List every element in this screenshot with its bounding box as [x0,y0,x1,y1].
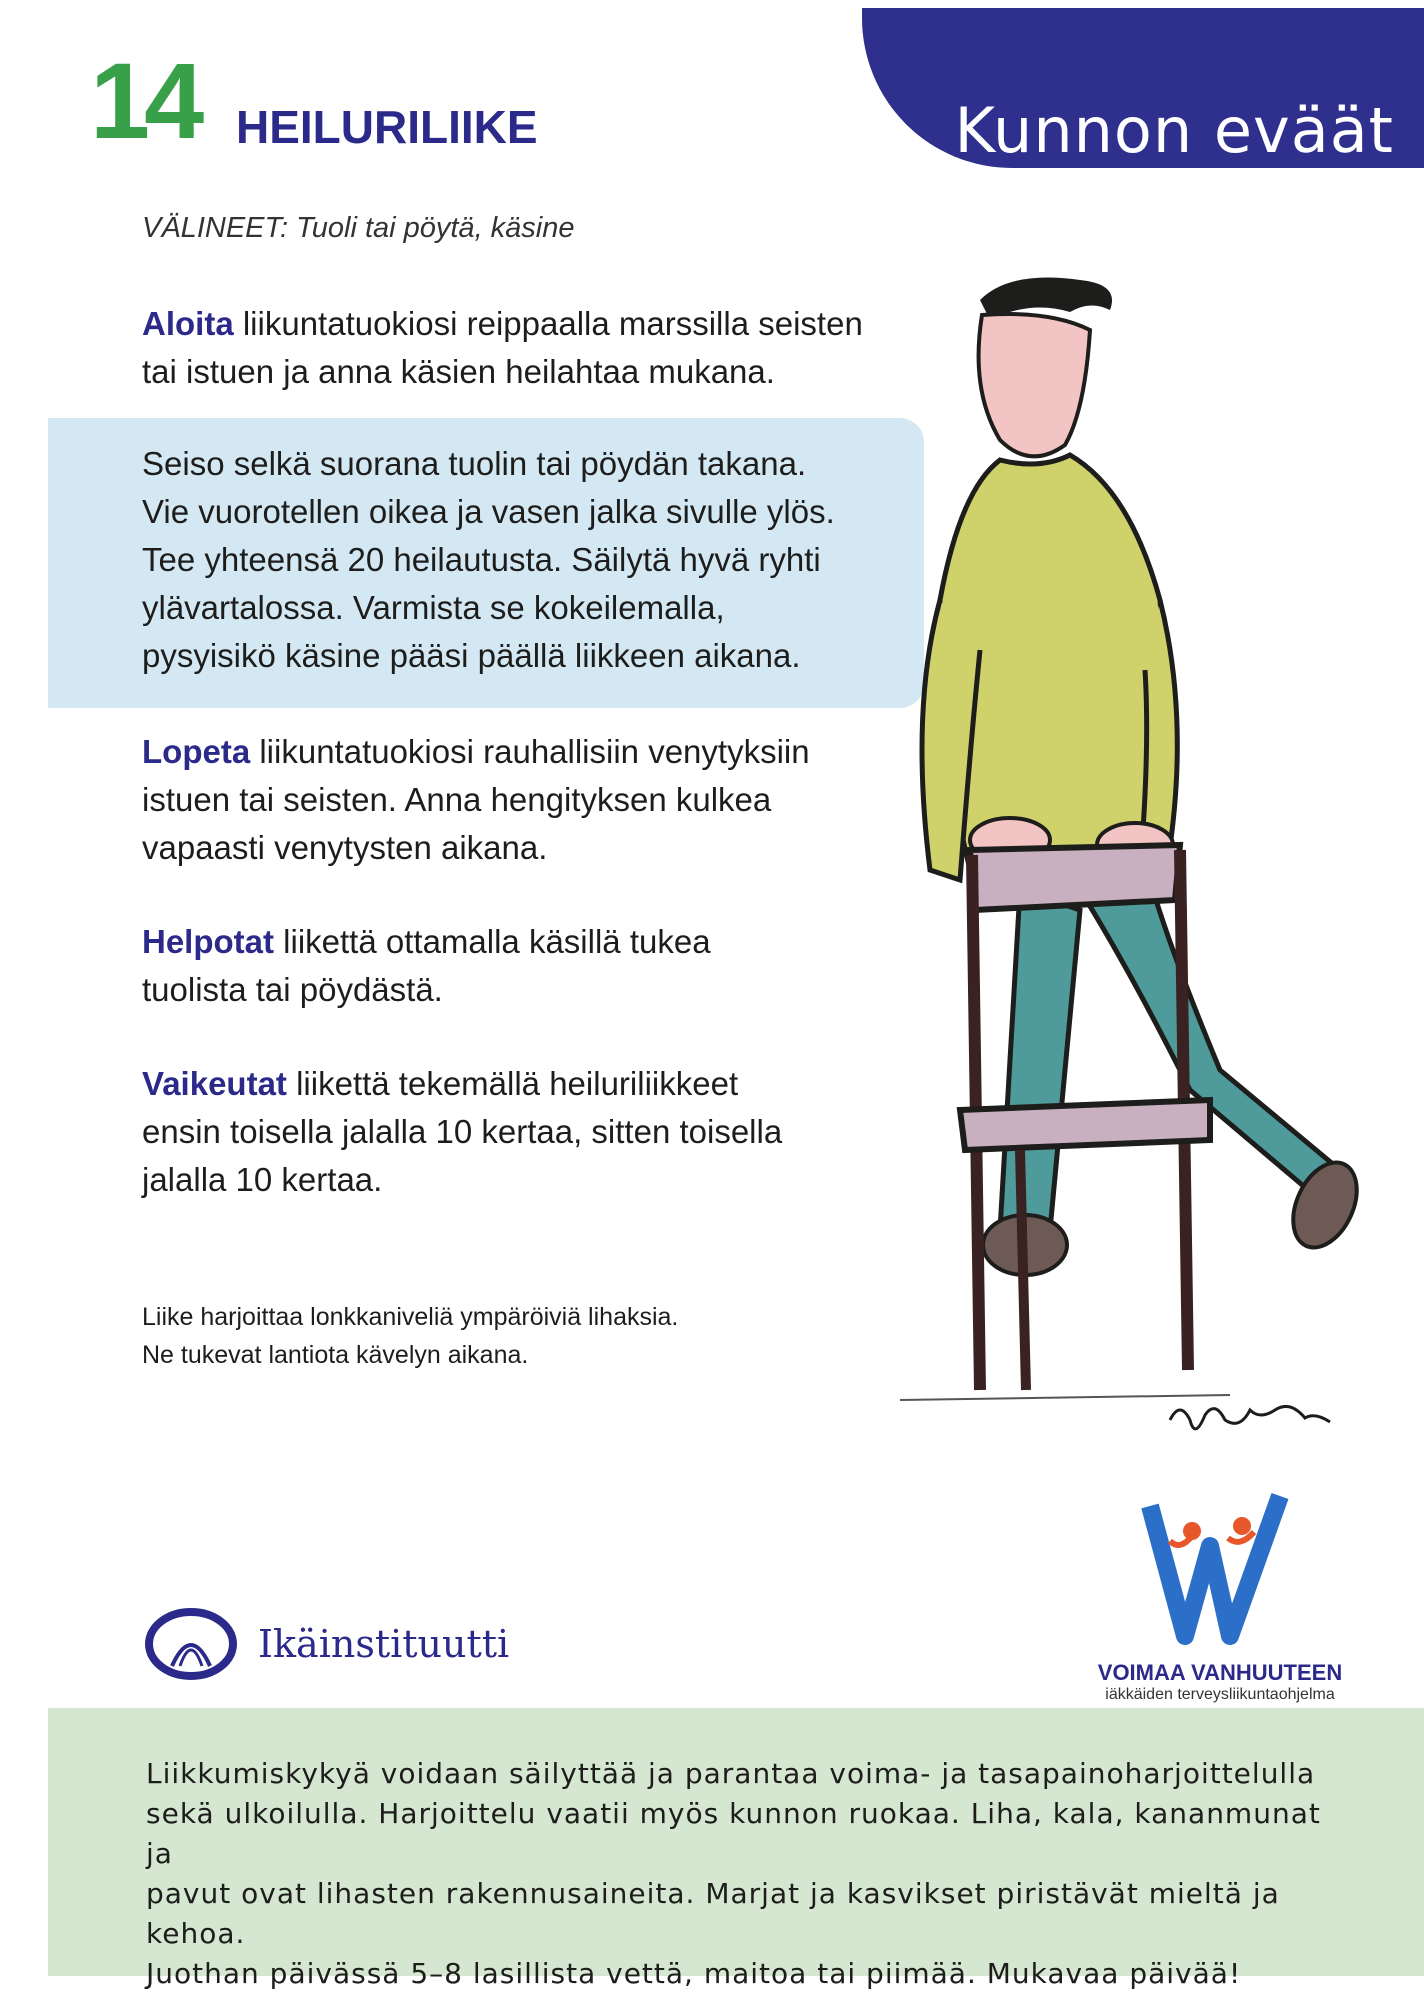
end-keyword: Lopeta [142,733,251,770]
ikainstituutti-logo [142,1604,509,1684]
harder-line-1 [142,1060,942,1108]
floor-line [900,1395,1230,1400]
harder-line-3: jalalla 10 kertaa. [142,1161,383,1198]
start-keyword: Aloita [142,305,234,342]
end-text-1: liikuntatuokiosi rauhallisiin venytyksiin [250,733,810,770]
easier-keyword: Helpotat [142,923,274,960]
voimaa-vanhuuteen-emblem-icon [1130,1486,1310,1656]
chair-leg-front [1020,1150,1026,1390]
harder-keyword: Vaikeutat [142,1065,287,1102]
main-line-2: Vie vuorotellen oikea ja vasen jalka sivulle ylös. [142,493,835,530]
harder-text-1: liikettä tekemällä heiluriliikkeet [286,1065,739,1102]
footer-line-3: pavut ovat lihasten rakennusaineita. Marjat ja kasvikset piristävät mieltä ja kehoa. [146,1877,1280,1950]
footer-line-1: Liikkumiskykyä voidaan säilyttää ja parantaa voima- ja tasapainoharjoittelulla [146,1757,1316,1790]
chair-back [970,845,1180,910]
footer-box [48,1708,1424,1990]
series-title: Kunnon eväät [954,94,1394,167]
main-instructions [142,440,942,680]
voimaa-vanhuuteen-logo [1090,1486,1350,1704]
ikainstituutti-emblem-icon [142,1604,240,1684]
lifted-leg [1080,880,1340,1200]
main-line-5: pysyisikö käsine pääsi päällä liikkeen aikana. [142,637,801,674]
easier-text-1: liikettä ottamalla käsillä tukea [274,923,711,960]
end-paragraph [142,728,942,872]
benefit-note [142,1298,842,1374]
main-line-4: ylävartalossa. Varmista se kokeilemalla, [142,589,725,626]
head-shape [979,314,1090,456]
voimaa-vanhuuteen-name: VOIMAA VANHUUTEEN [1097,1660,1343,1685]
end-line-2: istuen tai seisten. Anna hengityksen kulkea [142,781,772,818]
equipment-line: VÄLINEET: Tuoli tai pöytä, käsine [142,212,575,244]
end-line-3: vapaasti venytysten aikana. [142,829,548,866]
footer-text [146,1754,1346,1994]
footer-line-2: sekä ulkoilulla. Harjoittelu vaatii myös kunnon ruokaa. Liha, kala, kananmunat ja [146,1797,1321,1870]
easier-paragraph [142,918,942,1014]
easier-line-1 [142,918,942,966]
chair-seat [960,1100,1210,1150]
note-line-2: Ne tukevat lantiota kävelyn aikana. [142,1341,529,1369]
harder-line-2: ensin toisella jalalla 10 kertaa, sitten toisella [142,1113,783,1150]
exercise-illustration [900,270,1380,1450]
start-text-1: liikuntatuokiosi reippaalla marssilla seisten [233,305,863,342]
note-line-1: Liike harjoittaa lonkkaniveliä ympäröiviä lihaksia. [142,1303,679,1331]
main-line-1: Seiso selkä suorana tuolin tai pöydän takana. [142,445,807,482]
voimaa-vanhuuteen-subtitle: iäkkäiden terveysliikuntaohjelma [1105,1686,1335,1703]
start-line-2: tai istuen ja anna käsien heilahtaa mukana. [142,353,775,390]
easier-line-2: tuolista tai pöydästä. [142,971,443,1008]
exercise-number: 14 [90,40,199,161]
main-line-3: Tee yhteensä 20 heilautusta. Säilytä hyvä ryhti [142,541,821,578]
ikainstituutti-name: Ikäinstituutti [258,1622,510,1666]
end-line-1 [142,728,942,776]
standing-leg [1000,890,1080,1230]
artist-signature [1170,1406,1330,1428]
series-ribbon [862,8,1424,168]
start-line-1 [142,300,942,348]
start-paragraph [142,300,942,396]
exercise-title: HEILURILIIKE [236,101,538,153]
harder-paragraph [142,1060,942,1204]
footer-line-4: Juothan päivässä 5–8 lasillista vettä, maitoa tai piimää. Mukavaa päivää! [146,1957,1242,1990]
